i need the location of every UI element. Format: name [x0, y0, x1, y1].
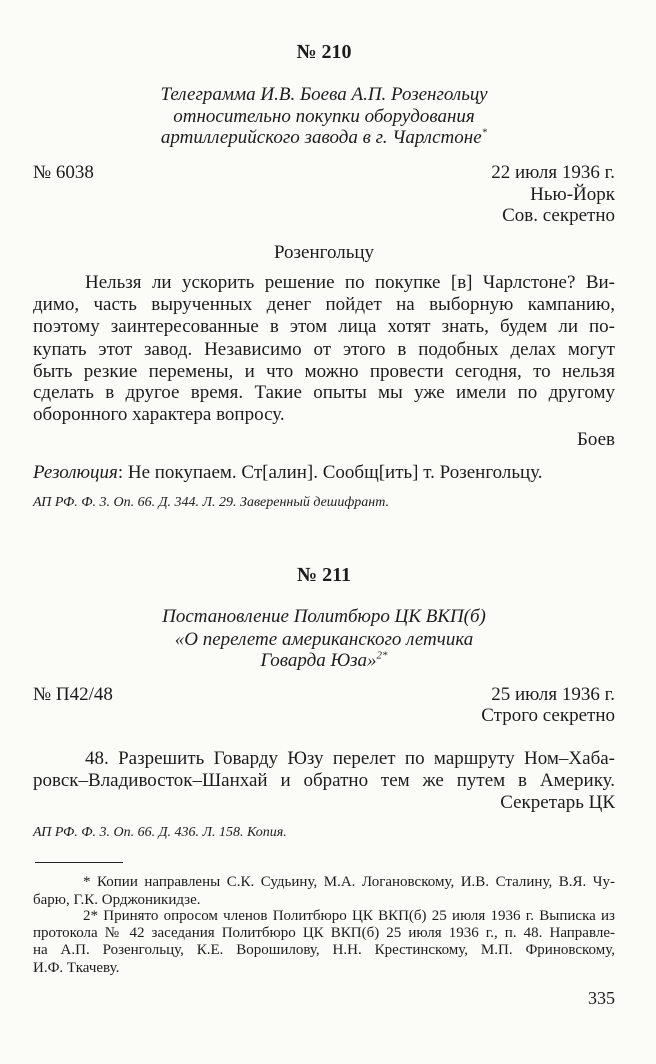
document-number-210: № 210 [296, 41, 352, 63]
doc211-title-line: «О перелете американского летчика [174, 629, 474, 650]
footnote-2-line: на А.П. Розенгольцу, К.Е. Ворошилову, Н.Н. Крестинскому, М.П. Фриновскому, [33, 942, 615, 958]
doc211-signature: Секретарь ЦК [500, 792, 615, 813]
footnote-2-line: И.Ф. Ткачеву. [33, 960, 120, 976]
footnote-2-line: протокола № 42 заседания Политбюро ЦК ВКП(б) 25 июля 1936 г., п. 48. Направле- [33, 925, 615, 941]
doc210-resolution [33, 462, 615, 484]
resolution-text: : Не покупаем. Ст[алин]. Сообщ[ить] т. Розенгольцу. [117, 462, 543, 483]
doc210-addressee: Розенгольцу [273, 242, 375, 263]
resolution-label: Резолюция [33, 462, 118, 483]
footnote-2-line: 2* Принято опросом членов Политбюро ЦК ВКП(б) 25 июля 1936 г. Выписка из [83, 908, 615, 924]
doc210-body-line: быть резкие перемены, и что можно провести сегодня, то нельзя [33, 361, 615, 382]
doc210-signature: Боев [576, 429, 615, 450]
doc211-title-text: Говарда Юза» [260, 650, 377, 671]
doc210-title-line: относительно покупки оборудования [173, 106, 475, 127]
footnote-1-line: * Копии направлены С.К. Судьину, М.А. Логановскому, И.В. Сталину, В.Я. Чу- [83, 874, 615, 890]
doc210-body-line: оборонного характера вопросу. [33, 404, 285, 425]
doc210-body-line: купать этот завод. Независимо от этого в подобных делах могут [33, 339, 615, 360]
doc210-place: Нью-Йорк [530, 184, 615, 205]
doc210-secrecy: Сов. секретно [502, 205, 615, 226]
doc210-source: АП РФ. Ф. 3. Оп. 66. Д. 344. Л. 29. Заверенный дешифрант. [33, 495, 390, 510]
doc211-ref-number: № П42/48 [33, 684, 113, 705]
footnote-1-line: барю, Г.К. Орджоникидзе. [33, 892, 201, 908]
footnote-mark: * [481, 126, 488, 139]
doc211-body-line: ровск–Владивосток–Шанхай и обратно тем же путем в Америку. [33, 770, 615, 791]
doc211-title-line: Постановление Политбюро ЦК ВКП(б) [162, 606, 486, 627]
doc210-title-line [33, 127, 615, 149]
doc210-ref-number: № 6038 [33, 162, 94, 183]
doc210-body-line: димо, часть вырученных денег пойдет на выборную кампанию, [33, 294, 615, 315]
doc211-secrecy: Строго секретно [481, 705, 615, 726]
doc210-body-line: Нельзя ли ускорить решение по покупке [в] Чарлстоне? Ви- [85, 272, 615, 293]
page-number: 335 [588, 988, 615, 1008]
doc210-body-line: поэтому заинтересованные в этом лица хотят знать, будем ли по- [33, 316, 615, 337]
doc211-title-line [33, 650, 615, 672]
doc211-body-line: 48. Разрешить Говарду Юзу перелет по маршруту Ном–Хаба- [85, 748, 615, 769]
doc210-title-text: артиллерийского завода в г. Чарлстоне [160, 127, 482, 148]
doc210-title-line: Телеграмма И.В. Боева А.П. Розенгольцу [160, 84, 488, 105]
footnote-mark: 2* [376, 649, 388, 662]
doc211-date: 25 июля 1936 г. [491, 684, 615, 705]
doc210-date: 22 июля 1936 г. [491, 162, 615, 183]
doc211-source: АП РФ. Ф. 3. Оп. 66. Д. 436. Л. 158. Копия. [33, 825, 287, 840]
document-number-211: № 211 [297, 564, 351, 586]
footnote-divider [35, 862, 123, 863]
doc210-body-line: сделать в другое время. Такие опыты мы уже имели по другому [33, 382, 615, 403]
